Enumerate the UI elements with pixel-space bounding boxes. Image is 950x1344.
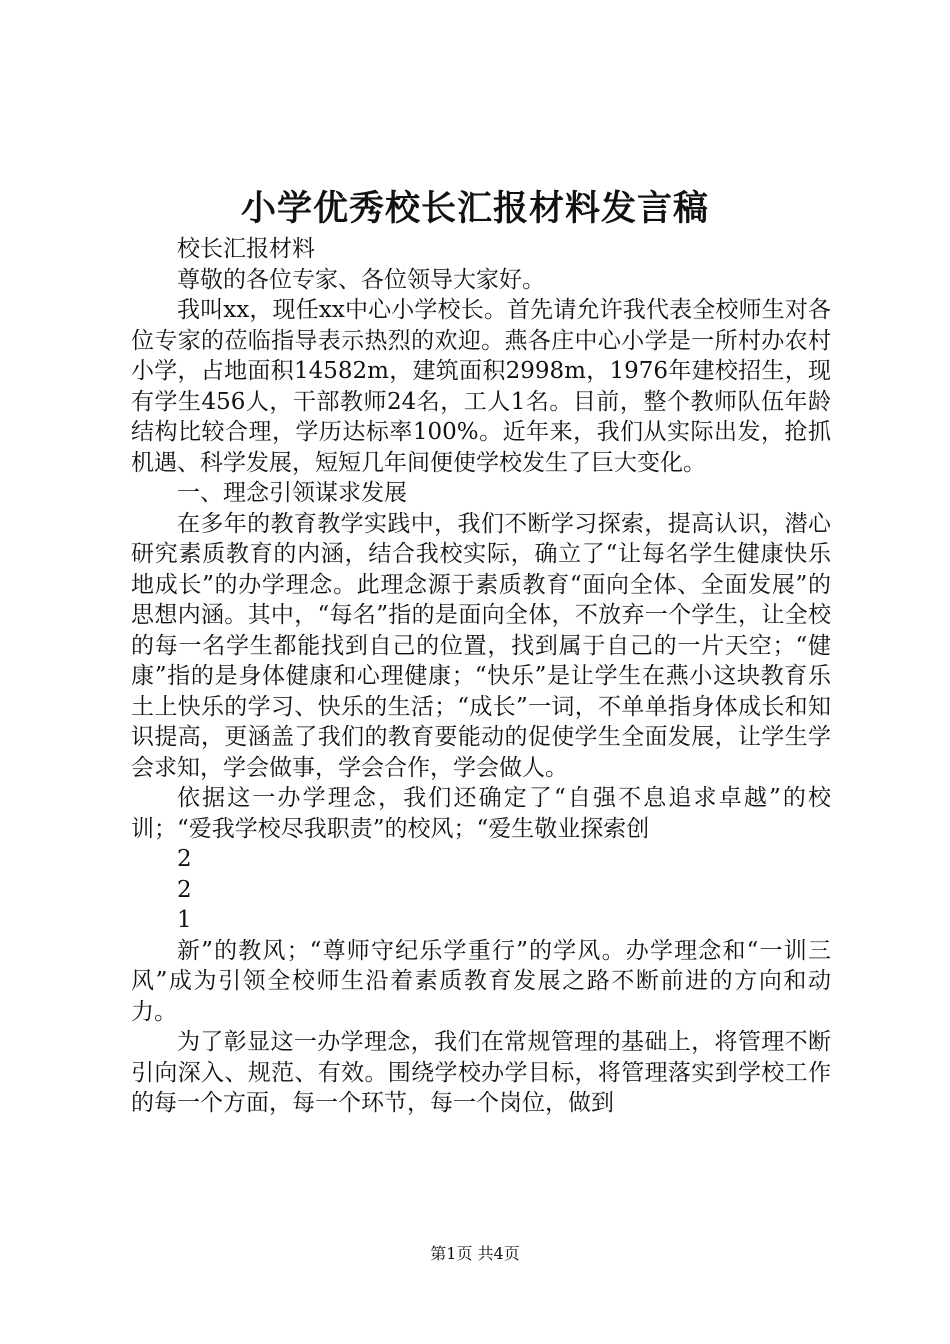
paragraph-motto-continued: 新”的教风；“尊师守纪乐学重行”的学风。办学理念和“一训三风”成为引领全校师生沿着素质教育发展之路不断前进的方向和动力。 [131, 937, 831, 1025]
stray-number-line: 1 [177, 907, 192, 933]
section-heading-1: 一、理念引领谋求发展 [177, 480, 407, 506]
paragraph-motto: 依据这一办学理念，我们还确定了“自强不息追求卓越”的校训；“爱我学校尽我职责”的校风；“爱生敬业探索创 [131, 785, 831, 842]
paragraph-heading-label: 校长汇报材料 [177, 236, 315, 262]
paragraph-greeting: 尊敬的各位专家、各位领导大家好。 [177, 266, 545, 293]
page-footer: 第1页 共4页 [430, 1244, 520, 1263]
document-body [131, 234, 831, 1119]
document-title: 小学优秀校长汇报材料发言稿 [240, 188, 709, 229]
paragraph-management: 为了彰显这一办学理念，我们在常规管理的基础上，将管理不断引向深入、规范、有效。围绕学校办学目标，将管理落实到学校工作的每一个方面，每一个环节，每一个岗位，做到 [131, 1029, 831, 1116]
paragraph-introduction: 我叫xx，现任xx中心小学校长。首先请允许我代表全校师生对各位专家的莅临指导表示热烈的欢迎。燕各庄中心小学是一所村办农村小学，占地面积14582m，建筑面积2998m，1976年建校招生，现有学生456人，干部教师24名，工人1名。目前，整个教师队伍年龄结构比较合理，学历达标率100%。近年来，我们从实际出发，抢抓机遇、科学发展，短短几年间便使学校发生了巨大变化。 [131, 297, 831, 476]
stray-number-line: 2 [177, 876, 192, 903]
stray-number-line: 2 [177, 846, 192, 872]
paragraph-philosophy: 在多年的教育教学实践中，我们不断学习探索，提高认识，潜心研究素质教育的内涵，结合我校实际，确立了“让每名学生健康快乐地成长”的办学理念。此理念源于素质教育“面向全体、全面发展”的思想内涵。其中，“每名”指的是面向全体，不放弃一个学生，让全校的每一名学生都能找到自己的位置，找到属于自己的一片天空；“健康”指的是身体健康和心理健康；“快乐”是让学生在燕小这块教育乐土上快乐的学习、快乐的生活；“成长”一词，不单单指身体成长和知识提高，更涵盖了我们的教育要能动的促使学生全面发展，让学生学会求知，学会做事，学会合作，学会做人。 [131, 510, 831, 781]
